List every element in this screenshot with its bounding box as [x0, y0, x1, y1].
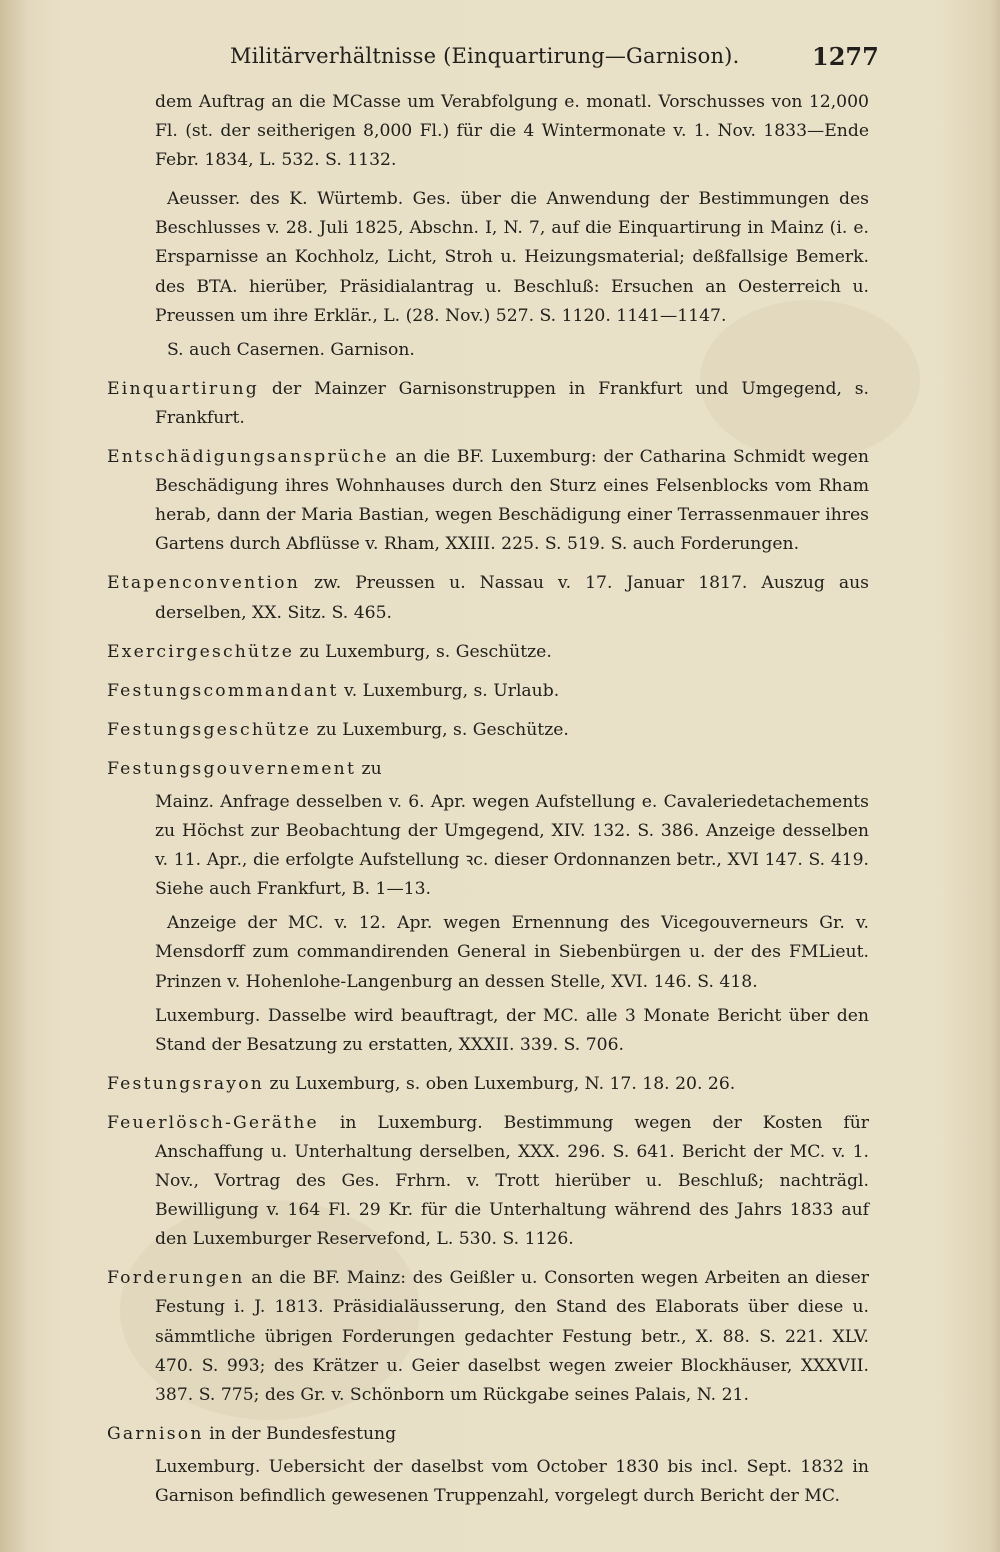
sub-entry: Luxemburg. Uebersicht der daselbst vom October 1830 bis incl. Sept. 1832 in Garnison befindlich gewesenen Truppenzahl, vorgelegt durch Bericht der MC.	[155, 1456, 869, 1507]
entry-text: an die BF. Luxemburg: der Catharina Schmidt wegen Beschädigung ihres Wohnhauses durch den Sturz eines Felsenblocks vom Rham herab, dann der Maria Bastian, wegen Beschädigung einer Terrassenmauer ihres Gartens durch Abflüsse v. Rham, XXIII. 225. S. 519. S. auch Forderungen.	[155, 447, 870, 555]
index-entry-continued: Aeusser. des K. Würtemb. Ges. über die Anwendung der Bestimmungen des Beschlusses v. 28. Juli 1825, Abschn. I, N. 7, auf die Einquartirung in Mainz (i. e. Ersparnisse an Kochholz, Licht, Stroh u. Heizungsmaterial; deßfallsige Bemerk. des BTA. hierüber, Präsidialantrag u. Beschluß: Ersuchen an Oesterreich u. Preussen um ihre Erklär., L. (28. Nov.) 527. S. 1120. 1141—1147.	[155, 189, 869, 326]
index-entry	[107, 677, 869, 706]
index-entry	[107, 638, 869, 667]
entry-headword: Etapenconvention	[107, 573, 300, 594]
sub-entry: Anzeige der MC. v. 12. Apr. wegen Ernennung des Vicegouverneurs Gr. v. Mensdorff zum commandirenden General in Siebenbürgen u. der des FMLieut. Prinzen v. Hohenlohe-Langenburg an dessen Stelle, XVI. 146. S. 418.	[155, 913, 869, 992]
cross-reference: S. auch Casernen. Garnison.	[167, 339, 415, 360]
entry-text: v. Luxemburg, s. Urlaub.	[344, 680, 560, 701]
index-entry	[107, 443, 869, 559]
entry-headword: Garnison	[107, 1423, 204, 1444]
entry-text: zu Luxemburg, s. Geschütze.	[299, 641, 552, 662]
index-entry	[107, 1070, 869, 1099]
running-title: Militärverhältnisse (Einquartirung—Garnison).	[230, 44, 740, 68]
entry-headword: Forderungen	[107, 1268, 245, 1289]
index-entry	[107, 1264, 869, 1409]
index-entry	[107, 1420, 869, 1449]
entry-text: der Mainzer Garnisonstruppen in Frankfurt und Umgegend, s. Frankfurt.	[155, 378, 869, 428]
entry-headword: Feuerlösch-Geräthe	[107, 1112, 319, 1133]
index-entry	[107, 569, 869, 627]
entry-headword: Einquartirung	[107, 378, 260, 399]
index-entry	[107, 1109, 869, 1254]
entry-headword: Festungsgeschütze	[107, 719, 312, 740]
sub-entry: Mainz. Anfrage desselben v. 6. Apr. wegen Aufstellung e. Cavaleriedetachements zu Höchst zur Beobachtung der Umgegend, XIV. 132. S. 386. Anzeige desselben v. 11. Apr., die erfolgte Aufstellung ꝛc. dieser Ordonnanzen betr., XVI 147. S. 419. Siehe auch Frankfurt, B. 1—13.	[155, 791, 869, 900]
entry-headword: Festungsrayon	[107, 1073, 265, 1094]
entry-text: zu	[361, 758, 382, 779]
entry-text: zu Luxemburg, s. Geschütze.	[316, 719, 569, 740]
entry-text: zw. Preussen u. Nassau v. 17. Januar 1817. Auszug aus derselben, XX. Sitz. S. 465.	[155, 573, 869, 623]
entry-text: in Luxemburg. Bestimmung wegen der Kosten für Anschaffung u. Unterhaltung derselben, XXX. 296. S. 641. Bericht der MC. v. 1. Nov., Vortrag des Ges. Frhrn. v. Trott hierüber u. Beschluß; nachträgl. Bewilligung v. 164 Fl. 29 Kr. für die Unterhaltung während des Jahrs 1833 auf den Luxemburger Reservefond, L. 530. S. 1126.	[155, 1112, 869, 1250]
index-entry	[107, 755, 869, 784]
entry-headword: Festungsgouvernement	[107, 758, 357, 779]
entry-text: zu Luxemburg, s. oben Luxemburg, N. 17. 18. 20. 26.	[269, 1073, 736, 1094]
index-text	[107, 88, 869, 1516]
index-entry	[107, 716, 869, 745]
entry-text: an die BF. Mainz: des Geißler u. Consorten wegen Arbeiten an dieser Festung i. J. 1813. Präsidialäusserung, den Stand des Elaborats über diese u. sämmtliche übrigen Forderungen gedachter Festung betr., X. 88. S. 221. XLV. 470. S. 993; des Krätzer u. Geier daselbst wegen zweier Blockhäuser, XXXVII. 387. S. 775; des Gr. v. Schönborn um Rückgabe seines Palais, N. 21.	[155, 1268, 870, 1405]
entry-headword: Exercirgeschütze	[107, 641, 295, 662]
entry-text: in der Bundesfestung	[209, 1423, 397, 1444]
sub-entry: Luxemburg. Dasselbe wird beauftragt, der MC. alle 3 Monate Bericht über den Stand der Besatzung zu erstatten, XXXII. 339. S. 706.	[155, 1005, 869, 1055]
index-entry-continued: dem Auftrag an die MCasse um Verabfolgung e. monatl. Vorschusses von 12,000 Fl. (st. der seitherigen 8,000 Fl.) für die 4 Wintermonate v. 1. Nov. 1833—Ende Febr. 1834, L. 532. S. 1132.	[155, 92, 869, 171]
entry-headword: Festungscommandant	[107, 680, 339, 701]
entry-headword: Entschädigungsansprüche	[107, 447, 389, 468]
index-entry	[107, 375, 869, 433]
running-header	[0, 38, 1000, 78]
page-number: 1277	[812, 42, 879, 71]
